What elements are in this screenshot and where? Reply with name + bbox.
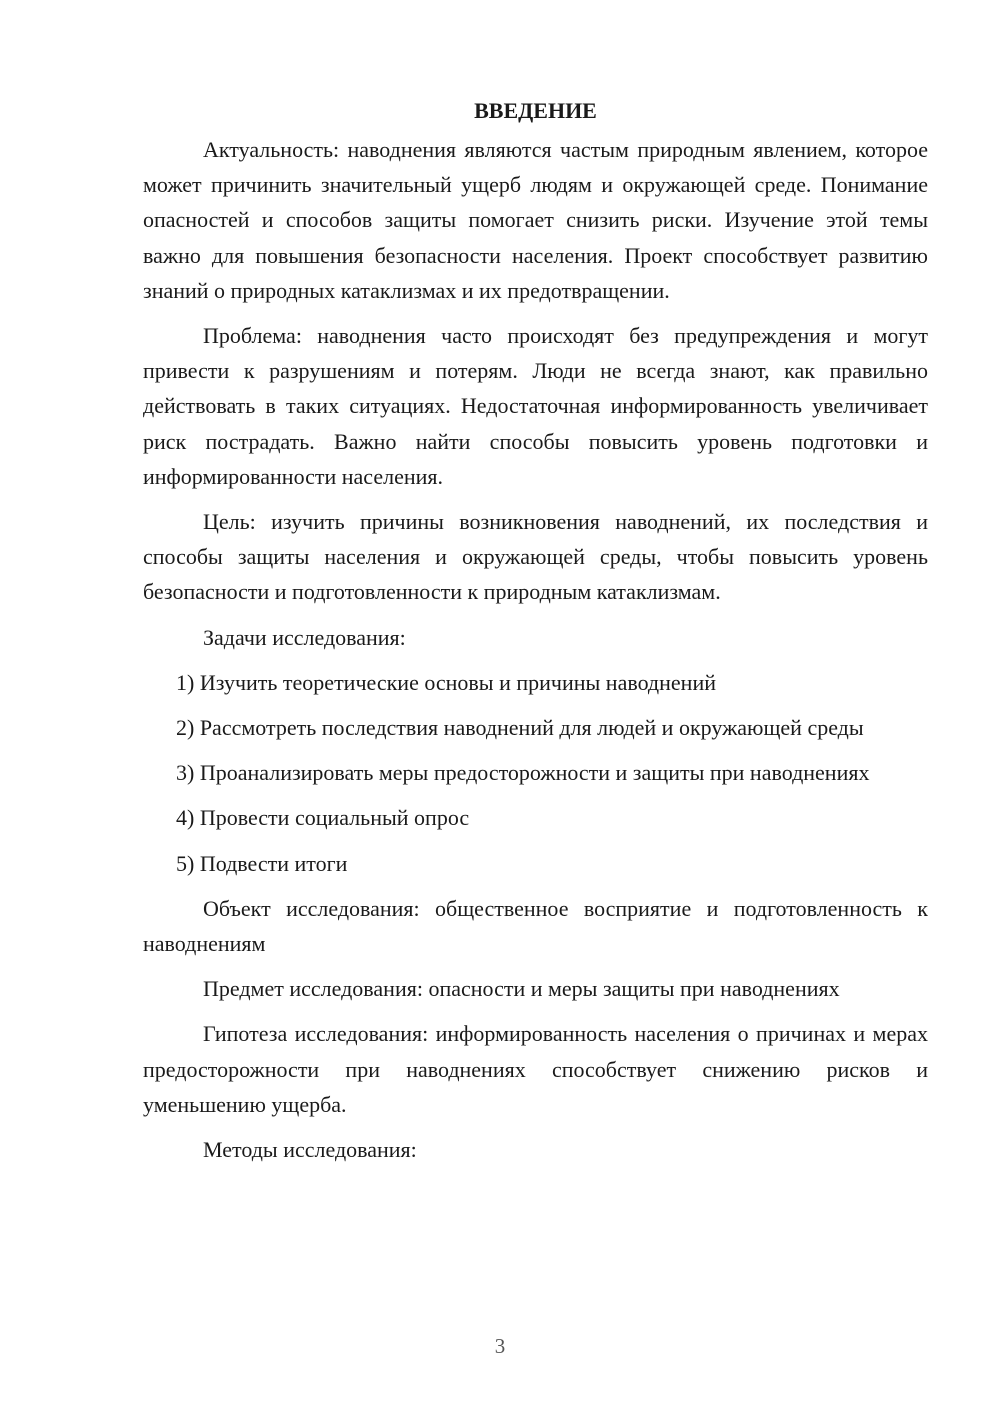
page-number: 3 [494,1334,506,1358]
section-title: ВВЕДЕНИЕ [474,98,597,123]
paragraph-goal: Цель: изучить причины возникновения наводнений, их последствия и способы защиты населения и окружающей среды, чтобы повысить уровень безопасности и подготовленности к природным катаклизмам. [143,509,928,605]
paragraph-subject: Предмет исследования: опасности и меры защиты при наводнениях [203,976,840,1002]
paragraph-hypothesis: Гипотеза исследования: информированность населения о причинах и мерах предосторожности при наводнениях способствует снижению рисков и уменьшению ущерба. [143,1021,928,1117]
task-item: 5) Подвести итоги [176,850,348,876]
paragraph-methods: Методы исследования: [203,1137,417,1163]
paragraph-tasks-heading: Задачи исследования: [203,624,406,650]
task-item: 2) Рассмотреть последствия наводнений для людей и окружающей среды [176,715,864,741]
task-item: 1) Изучить теоретические основы и причины наводнений [176,669,716,695]
task-item: 4) Провести социальный опрос [176,805,470,831]
page-content [143,94,928,1177]
paragraph-object: Объект исследования: общественное восприятие и подготовленность к наводнениям [143,895,928,957]
task-item: 3) Проанализировать меры предосторожности и защиты при наводнениях [176,760,870,786]
paragraph-problem: Проблема: наводнения часто происходят без предупреждения и могут привести к разрушениям и потерям. Люди не всегда знают, как правильно действовать в таких ситуациях. Недостаточная информированность увеличивает риск пострадать. Важно найти способы повысить уровень подготовки и информированности населения. [143,323,928,489]
paragraph-relevance: Актуальность: наводнения являются частым природным явлением, которое может причинить значительный ущерб людям и окружающей среде. Понимание опасностей и способов защиты помогает снизить риски. Изучение этой темы важно для повышения безопасности населения. Проект способствует развитию знаний о природных катаклизмах и их предотвращении. [143,137,928,303]
